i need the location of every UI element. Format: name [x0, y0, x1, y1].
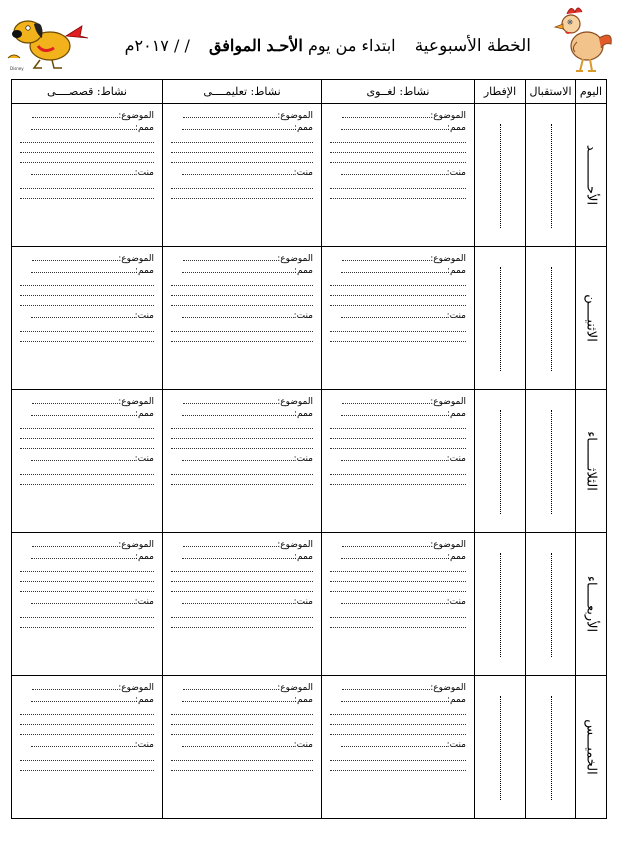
product-line: منت: [330, 739, 466, 751]
topic-line: الموضوع: [171, 539, 313, 551]
product-line: منت: [171, 596, 313, 608]
date-field: / / ٢٠١٧م [124, 36, 190, 55]
topic-line: الموضوع: [20, 682, 154, 694]
important-line: ممم: [171, 265, 313, 277]
col-breakfast: الإفطار [475, 80, 526, 104]
day-row [12, 533, 607, 676]
product-line: منت: [20, 167, 154, 179]
blank-line [330, 752, 466, 761]
breakfast-cell [475, 676, 526, 819]
col-story-activity: نشاط: قصصــــى [12, 80, 163, 104]
start-day: الأحـد [266, 36, 303, 55]
header-row [12, 80, 607, 104]
blank-line [330, 333, 466, 342]
topic-line: الموضوع: [330, 110, 466, 122]
blank-line [20, 277, 154, 286]
important-line: ممم: [330, 265, 466, 277]
important-line: ممم: [20, 122, 154, 134]
blank-line [171, 726, 313, 735]
important-line: ممم: [20, 694, 154, 706]
blank-line [20, 619, 154, 628]
blank-line [20, 573, 154, 582]
story-activity-cell [12, 390, 163, 533]
svg-text:Disney: Disney [10, 66, 24, 71]
product-line: منت: [330, 167, 466, 179]
blank-line [171, 609, 313, 618]
blank-line [330, 573, 466, 582]
day-cell [576, 104, 607, 247]
blank-line [20, 297, 154, 306]
topic-line: الموضوع: [20, 396, 154, 408]
blank-line [171, 287, 313, 296]
product-line: منت: [20, 453, 154, 465]
blank-line [330, 190, 466, 199]
col-language-activity: نشاط: لغــوى [322, 80, 475, 104]
blank-line [171, 333, 313, 342]
educational-activity-cell [163, 247, 322, 390]
product-line: منت: [171, 739, 313, 751]
topic-line: الموضوع: [171, 253, 313, 265]
blank-line [171, 466, 313, 475]
topic-line: الموضوع: [330, 539, 466, 551]
product-line: منت: [171, 453, 313, 465]
blank-line [330, 180, 466, 189]
day-row [12, 247, 607, 390]
reception-cell [526, 247, 576, 390]
product-line: منت: [330, 596, 466, 608]
reception-cell [526, 533, 576, 676]
language-activity-cell [322, 104, 475, 247]
important-line: ممم: [20, 265, 154, 277]
blank-line [330, 420, 466, 429]
topic-line: الموضوع: [20, 110, 154, 122]
blank-line [20, 323, 154, 332]
blank-line [330, 609, 466, 618]
blank-line [330, 583, 466, 592]
blank-line [330, 154, 466, 163]
educational-activity-cell [163, 104, 322, 247]
reception-cell [526, 390, 576, 533]
start-prefix: ابتداء من يوم [307, 36, 396, 55]
language-activity-cell [322, 247, 475, 390]
blank-line [20, 466, 154, 475]
blank-line [20, 563, 154, 572]
educational-activity-cell [163, 676, 322, 819]
topic-line: الموضوع: [171, 682, 313, 694]
blank-line [330, 706, 466, 715]
blank-line [20, 752, 154, 761]
day-name: الأحـــــــــد [583, 144, 599, 206]
blank-line [330, 762, 466, 771]
blank-line [171, 297, 313, 306]
blank-line [171, 420, 313, 429]
blank-line [330, 297, 466, 306]
blank-line [330, 440, 466, 449]
blank-line [330, 726, 466, 735]
blank-line [20, 180, 154, 189]
blank-line [171, 762, 313, 771]
blank-line [330, 144, 466, 153]
blank-line [171, 440, 313, 449]
blank-line [20, 154, 154, 163]
reception-cell [526, 676, 576, 819]
pluto-cartoon-image [4, 6, 90, 72]
day-cell [576, 247, 607, 390]
blank-line [171, 476, 313, 485]
day-cell [576, 676, 607, 819]
important-line: ممم: [330, 408, 466, 420]
blank-line [20, 762, 154, 771]
blank-line [20, 476, 154, 485]
breakfast-cell [475, 247, 526, 390]
blank-line [20, 609, 154, 618]
agreeing-label: الموافق [208, 36, 262, 55]
topic-line: الموضوع: [330, 253, 466, 265]
blank-line [171, 190, 313, 199]
topic-line: الموضوع: [20, 253, 154, 265]
important-line: ممم: [171, 551, 313, 563]
blank-line [171, 430, 313, 439]
important-line: ممم: [330, 694, 466, 706]
educational-activity-cell [163, 533, 322, 676]
blank-line [171, 563, 313, 572]
topic-line: الموضوع: [171, 110, 313, 122]
product-line: منت: [171, 310, 313, 322]
blank-line [20, 287, 154, 296]
product-line: منت: [171, 167, 313, 179]
important-line: ممم: [20, 551, 154, 563]
blank-line [330, 716, 466, 725]
important-line: ممم: [171, 408, 313, 420]
story-activity-cell [12, 104, 163, 247]
weekly-plan-table [11, 79, 607, 819]
blank-line [20, 430, 154, 439]
day-name: الاثنيــــن [583, 294, 599, 342]
important-line: ممم: [171, 122, 313, 134]
blank-line [20, 420, 154, 429]
blank-line [20, 333, 154, 342]
blank-line [171, 752, 313, 761]
topic-line: الموضوع: [171, 396, 313, 408]
blank-line [330, 134, 466, 143]
reception-cell [526, 104, 576, 247]
title-text: الخطة الأسبوعية [414, 36, 531, 56]
blank-line [20, 716, 154, 725]
blank-line [20, 706, 154, 715]
blank-line [330, 476, 466, 485]
blank-line [330, 287, 466, 296]
story-activity-cell [12, 247, 163, 390]
col-educational-activity: نشاط: تعليمــــى [163, 80, 322, 104]
language-activity-cell [322, 390, 475, 533]
blank-line [171, 706, 313, 715]
rooster-cartoon-image [543, 2, 617, 74]
blank-line [171, 716, 313, 725]
blank-line [20, 583, 154, 592]
day-row [12, 676, 607, 819]
product-line: منت: [20, 739, 154, 751]
topic-line: الموضوع: [330, 682, 466, 694]
col-day: اليوم [576, 80, 607, 104]
blank-line [171, 277, 313, 286]
breakfast-cell [475, 104, 526, 247]
day-cell [576, 533, 607, 676]
day-cell [576, 390, 607, 533]
blank-line [171, 619, 313, 628]
blank-line [20, 190, 154, 199]
topic-line: الموضوع: [330, 396, 466, 408]
product-line: منت: [20, 596, 154, 608]
blank-line [20, 440, 154, 449]
language-activity-cell [322, 533, 475, 676]
blank-line [330, 430, 466, 439]
day-name: الخميـــس [583, 719, 599, 775]
col-reception: الاستقبال [526, 80, 576, 104]
important-line: ممم: [330, 122, 466, 134]
product-line: منت: [20, 310, 154, 322]
blank-line [171, 583, 313, 592]
blank-line [171, 144, 313, 153]
important-line: ممم: [20, 408, 154, 420]
story-activity-cell [12, 676, 163, 819]
day-name: الأربعـــــاء [583, 575, 599, 633]
blank-line [20, 134, 154, 143]
blank-line [20, 144, 154, 153]
important-line: ممم: [330, 551, 466, 563]
topic-line: الموضوع: [20, 539, 154, 551]
blank-line [171, 180, 313, 189]
day-name: الثلاثـــــــاء [583, 431, 599, 491]
product-line: منت: [330, 453, 466, 465]
blank-line [171, 134, 313, 143]
page-title [125, 36, 531, 56]
blank-line [330, 323, 466, 332]
blank-line [171, 323, 313, 332]
blank-line [330, 563, 466, 572]
blank-line [330, 466, 466, 475]
breakfast-cell [475, 390, 526, 533]
header [0, 0, 623, 76]
blank-line [330, 277, 466, 286]
product-line: منت: [330, 310, 466, 322]
important-line: ممم: [171, 694, 313, 706]
day-row [12, 390, 607, 533]
language-activity-cell [322, 676, 475, 819]
breakfast-cell [475, 533, 526, 676]
story-activity-cell [12, 533, 163, 676]
blank-line [171, 154, 313, 163]
educational-activity-cell [163, 390, 322, 533]
blank-line [330, 619, 466, 628]
blank-line [20, 726, 154, 735]
day-row [12, 104, 607, 247]
blank-line [171, 573, 313, 582]
